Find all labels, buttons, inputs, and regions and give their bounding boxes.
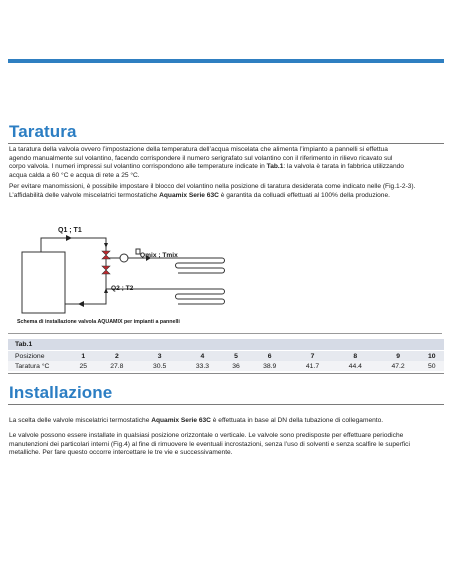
top-accent-rule xyxy=(8,59,444,63)
table-row-temperatures xyxy=(8,361,444,371)
table-cell: 27.8 xyxy=(95,361,138,371)
table-cell: 2 xyxy=(95,351,138,361)
table-cell: 10 xyxy=(419,351,444,361)
taratura-paragraph-1 xyxy=(9,146,442,180)
label-qmix-tmix: Qmix ; Tmix xyxy=(140,252,178,259)
table-cell: 9 xyxy=(377,351,420,361)
installazione-paragraph-2 xyxy=(9,432,442,458)
boiler-tank xyxy=(22,252,65,313)
text-line xyxy=(9,192,442,201)
return-pipe xyxy=(65,287,106,304)
text-line: manutenzioni dei particolari interni (Fig.4) al fine di rimuovere le eventuali incrostazioni, senza l’uso di solventi e senza scalfire le superfici xyxy=(9,440,410,448)
table-cell: 38.9 xyxy=(248,361,291,371)
table-bottom-rule xyxy=(8,373,444,374)
text-fragment: : la valvola è tarata in fabbrica utilizzando xyxy=(283,163,404,171)
text-line: La taratura della valvola ovvero l’impostazione della temperatura dell’acqua miscelata che alimenta l’impianto a pannelli si effettua xyxy=(9,146,388,153)
section-title-taratura: Taratura xyxy=(9,122,77,141)
table-cell: 47.2 xyxy=(377,361,420,371)
table-cell: 7 xyxy=(291,351,334,361)
valve-upper-a xyxy=(102,251,110,255)
table-cell: 6 xyxy=(248,351,291,361)
text-fragment: è garantita da colluadi effettuati al 100% della produzione. xyxy=(218,191,390,199)
section-title-installazione: Installazione xyxy=(9,383,113,402)
section-rule xyxy=(8,404,444,405)
table-cell: 33.3 xyxy=(181,361,224,371)
panel-loop-bend xyxy=(176,263,179,268)
table-cell: 5 xyxy=(224,351,248,361)
table-cell: 50 xyxy=(419,361,444,371)
text-line: Per evitare manomissioni, è possibile impostare il blocco del volantino nella posizione di taratura desiderata come indicato nelle (Fig.1-2-3). xyxy=(9,183,416,190)
table-cell: 1 xyxy=(71,351,95,361)
table-cell: 4 xyxy=(181,351,224,361)
text-line xyxy=(9,417,442,426)
valve-middle-a xyxy=(102,266,110,270)
tab-reference: Tab.1 xyxy=(266,163,284,171)
label-q1-t1: Q1 ; T1 xyxy=(58,227,82,234)
table-row-positions xyxy=(8,351,444,361)
text-line: acqua calda a 60 °C e acqua di rete a 25 °C. xyxy=(9,171,140,179)
valve-upper-b xyxy=(102,255,110,259)
row-header: Taratura °C xyxy=(8,361,71,371)
panel-loop-bend xyxy=(222,258,225,263)
hot-supply-pipe xyxy=(41,238,106,252)
installazione-paragraph-1 xyxy=(9,417,442,426)
diagram-caption: Schema di installazione valvola AQUAMIX per impianti a pannelli xyxy=(17,319,180,325)
installation-diagram xyxy=(8,211,442,334)
panel-loop-bend xyxy=(222,289,225,294)
table-cell: 3 xyxy=(138,351,181,361)
text-line: metalliche. Per fare questo occorre intercettare le tre vie e successivamente. xyxy=(9,449,233,457)
product-name: Aquamix Serie 63C xyxy=(151,417,211,424)
panel-loop-bend xyxy=(222,299,225,304)
text-line xyxy=(9,163,442,172)
text-fragment: La scelta delle valvole miscelatrici termostatiche xyxy=(9,417,152,424)
table-cell: 36 xyxy=(224,361,248,371)
flow-arrow-left xyxy=(78,301,84,307)
text-fragment: è effettuata in base al DN della tubazione di collegamento. xyxy=(210,417,384,424)
text-fragment: corpo valvola. I numeri impressi sul volantino corrispondono alle temperature indicate in xyxy=(9,163,267,171)
table-cell: 44.4 xyxy=(334,361,377,371)
table-cell: 25 xyxy=(71,361,95,371)
table-title: Tab.1 xyxy=(8,339,444,350)
flow-arrow-right xyxy=(66,235,72,241)
product-name: Aquamix Serie 63C xyxy=(159,191,219,199)
text-fragment: L’affidabilità delle valvole miscelatrici termostatiche xyxy=(9,191,160,199)
panel-loop-bend xyxy=(176,294,179,299)
panel-loop-bend xyxy=(222,268,225,273)
text-line: Le valvole possono essere installate in qualsiasi posizione orizzontale o verticale. Le valvole sono predisposte per effettuare periodiche xyxy=(9,432,404,439)
table-cell: 41.7 xyxy=(291,361,334,371)
calibration-table xyxy=(8,351,444,371)
text-line: agendo manualmente sul volantino, facendo corrispondere il numero serigrafato sul volantino con il riferimento in rilievo ricavato sul xyxy=(9,154,393,162)
taratura-paragraph-2 xyxy=(9,183,442,200)
label-q2-t2: Q2 ; T2 xyxy=(111,285,134,292)
row-header: Posizione xyxy=(8,351,71,361)
valve-middle-b xyxy=(102,270,110,274)
flow-arrow-down xyxy=(104,243,108,248)
table-cell: 8 xyxy=(334,351,377,361)
table-cell: 30.5 xyxy=(138,361,181,371)
pump-symbol xyxy=(120,254,128,262)
section-rule xyxy=(8,143,444,144)
